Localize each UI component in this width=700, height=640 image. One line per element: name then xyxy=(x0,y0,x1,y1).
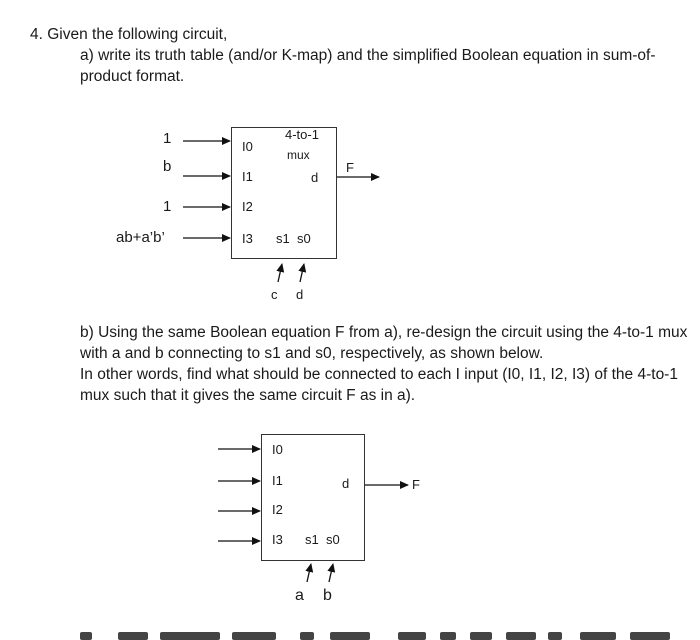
input-label-i1: b xyxy=(163,158,172,175)
part-a-line-2: product format. xyxy=(80,68,185,85)
mux-a-output-pin: d xyxy=(311,170,319,185)
input-label-i3: ab+a’b’ xyxy=(116,229,165,246)
question-heading: 4. Given the following circuit, xyxy=(30,26,228,43)
cropped-next-line xyxy=(0,628,700,640)
mux-a-pin-i0: I0 xyxy=(242,139,253,154)
mux-b-pin-i3: I3 xyxy=(272,532,283,547)
output-label-f: F xyxy=(346,160,354,175)
select-input-c: c xyxy=(271,287,278,302)
part-b-line-2: with a and b connecting to s1 and s0, respectively, as shown below. xyxy=(80,345,544,362)
part-b-line-3: In other words, find what should be connected to each I input (I0, I1, I2, I3) of the 4-to-1 xyxy=(80,366,678,383)
mux-b-pin-i0: I0 xyxy=(272,442,283,457)
input-label-i2: 1 xyxy=(163,198,172,215)
wire-b-select-s0 xyxy=(329,564,333,582)
wire-b-select-s1 xyxy=(307,564,311,582)
select-input-a: a xyxy=(295,587,304,604)
input-label-i0: 1 xyxy=(163,130,172,147)
mux-b-pin-i2: I2 xyxy=(272,502,283,517)
mux-a-pin-i2: I2 xyxy=(242,199,253,214)
select-input-b: b xyxy=(323,587,332,604)
part-b-line-1: b) Using the same Boolean equation F from a), re-design the circuit using the 4-to-1 mux xyxy=(80,324,688,341)
mux-a-select-pins: s1 s0 xyxy=(276,231,311,246)
mux-a-pin-i1: I1 xyxy=(242,169,253,184)
select-input-d: d xyxy=(296,287,304,302)
part-b-line-4: mux such that it gives the same circuit F as in a). xyxy=(80,387,416,404)
mux-b-select-pins: s1 s0 xyxy=(305,532,340,547)
mux-a-title: 4-to-1 xyxy=(285,127,319,142)
mux-b-pin-i1: I1 xyxy=(272,473,283,488)
output-label-f-b: F xyxy=(412,477,420,492)
mux-b-output-pin: d xyxy=(342,476,350,491)
mux-a-pin-i3: I3 xyxy=(242,231,253,246)
part-a-line-1: a) write its truth table (and/or K-map) and the simplified Boolean equation in sum-of- xyxy=(80,47,656,64)
mux-a-subtitle: mux xyxy=(287,148,310,162)
